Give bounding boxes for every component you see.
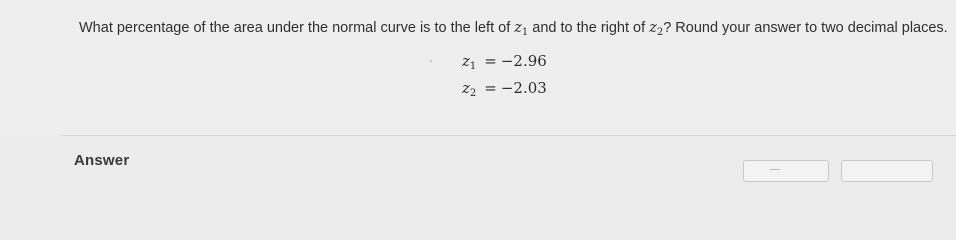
answer-label: Answer bbox=[74, 152, 130, 169]
z2-symbol: $z_2$ bbox=[649, 20, 664, 38]
answer-input-box[interactable] bbox=[743, 160, 829, 182]
question-prefix: What percentage of the area under the normal curve is to the left of bbox=[79, 20, 515, 36]
equation-z1: $z_1 = -2.96$ bbox=[462, 52, 547, 72]
question-suffix: ? Round your answer to two decimal places. bbox=[663, 20, 948, 36]
input-placeholder-mark bbox=[770, 169, 780, 170]
question-middle: and to the right of bbox=[528, 20, 650, 36]
z1-symbol: $z_1$ bbox=[514, 20, 529, 38]
equation-z2: $z_2 = -2.03$ bbox=[462, 79, 547, 99]
section-divider bbox=[62, 135, 956, 136]
secondary-input-box[interactable] bbox=[841, 160, 933, 182]
question-text bbox=[79, 18, 948, 40]
decorative-dot bbox=[430, 60, 432, 62]
